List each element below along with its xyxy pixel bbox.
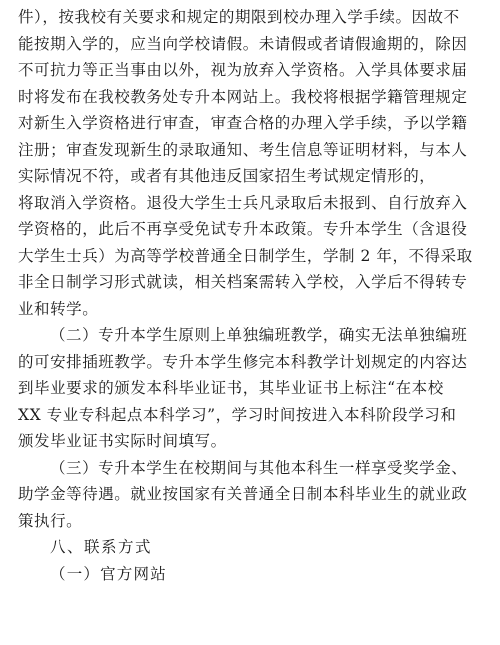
text-line: 的可安排插班教学。专升本学生修完本科教学计划规定的内容达 (18, 352, 468, 371)
text-line: 注册；审查发现新生的录取通知、考生信息等证明材料，与本人 (18, 140, 468, 159)
text-line: 将取消入学资格。退役大学生士兵凡录取后未报到、自行放弃入 (18, 193, 468, 212)
text-line: 策执行。 (18, 511, 83, 530)
text-line: 颁发毕业证书实际时间填写。 (18, 432, 227, 450)
document-page (18, 4, 488, 587)
sub-heading-official-website: （一）官方网站 (50, 564, 167, 583)
text-line: XX 专业专科起点本科学习”，学习时间按进入本科阶段学习和 (18, 405, 457, 424)
text-line: 件），按我校有关要求和规定的期限到校办理入学手续。因故不 (18, 8, 460, 26)
text-line: 到毕业要求的颁发本科毕业证书，其毕业证书上标注“在本校 (18, 379, 444, 397)
text-line: （二）专升本学生原则上单独编班教学，确实无法单独编班 (50, 326, 468, 344)
text-line: （三）专升本学生在校期间与其他本科生一样享受奖学金、 (50, 458, 468, 477)
text-line: 能按期入学的，应当向学校请假。未请假或者请假逾期的，除因 (18, 34, 468, 53)
paragraph-scholarship (18, 455, 488, 535)
text-line: 对新生入学资格进行审查，审查合格的办理入学手续，予以学籍 (18, 114, 468, 132)
text-line: 不可抗力等正当事由以外，视为放弃入学资格。入学具体要求届 (18, 61, 468, 79)
text-line: 助学金等待遇。就业按国家有关普通全日制本科毕业生的就业政 (18, 485, 468, 503)
section-heading-contact: 八、联系方式 (50, 538, 153, 556)
text-line: 实际情况不符，或者有其他违反国家招生考试规定情形的， (18, 167, 436, 185)
paragraph-teaching (18, 322, 488, 455)
text-line: 时将发布在我校教务处专升本网站上。我校将根据学籍管理规定 (18, 87, 468, 106)
paragraph-enrollment (18, 4, 488, 322)
text-line: 非全日制学习形式就读，相关档案需转入学校，入学后不得转专 (18, 273, 468, 291)
text-line: 学资格的，此后不再享受免试专升本政策。专升本学生（含退役 (18, 220, 468, 238)
text-line: 业和转学。 (18, 299, 99, 318)
text-line: 大学生士兵）为高等学校普通全日制学生，学制 2 年，不得采取 (18, 246, 473, 265)
